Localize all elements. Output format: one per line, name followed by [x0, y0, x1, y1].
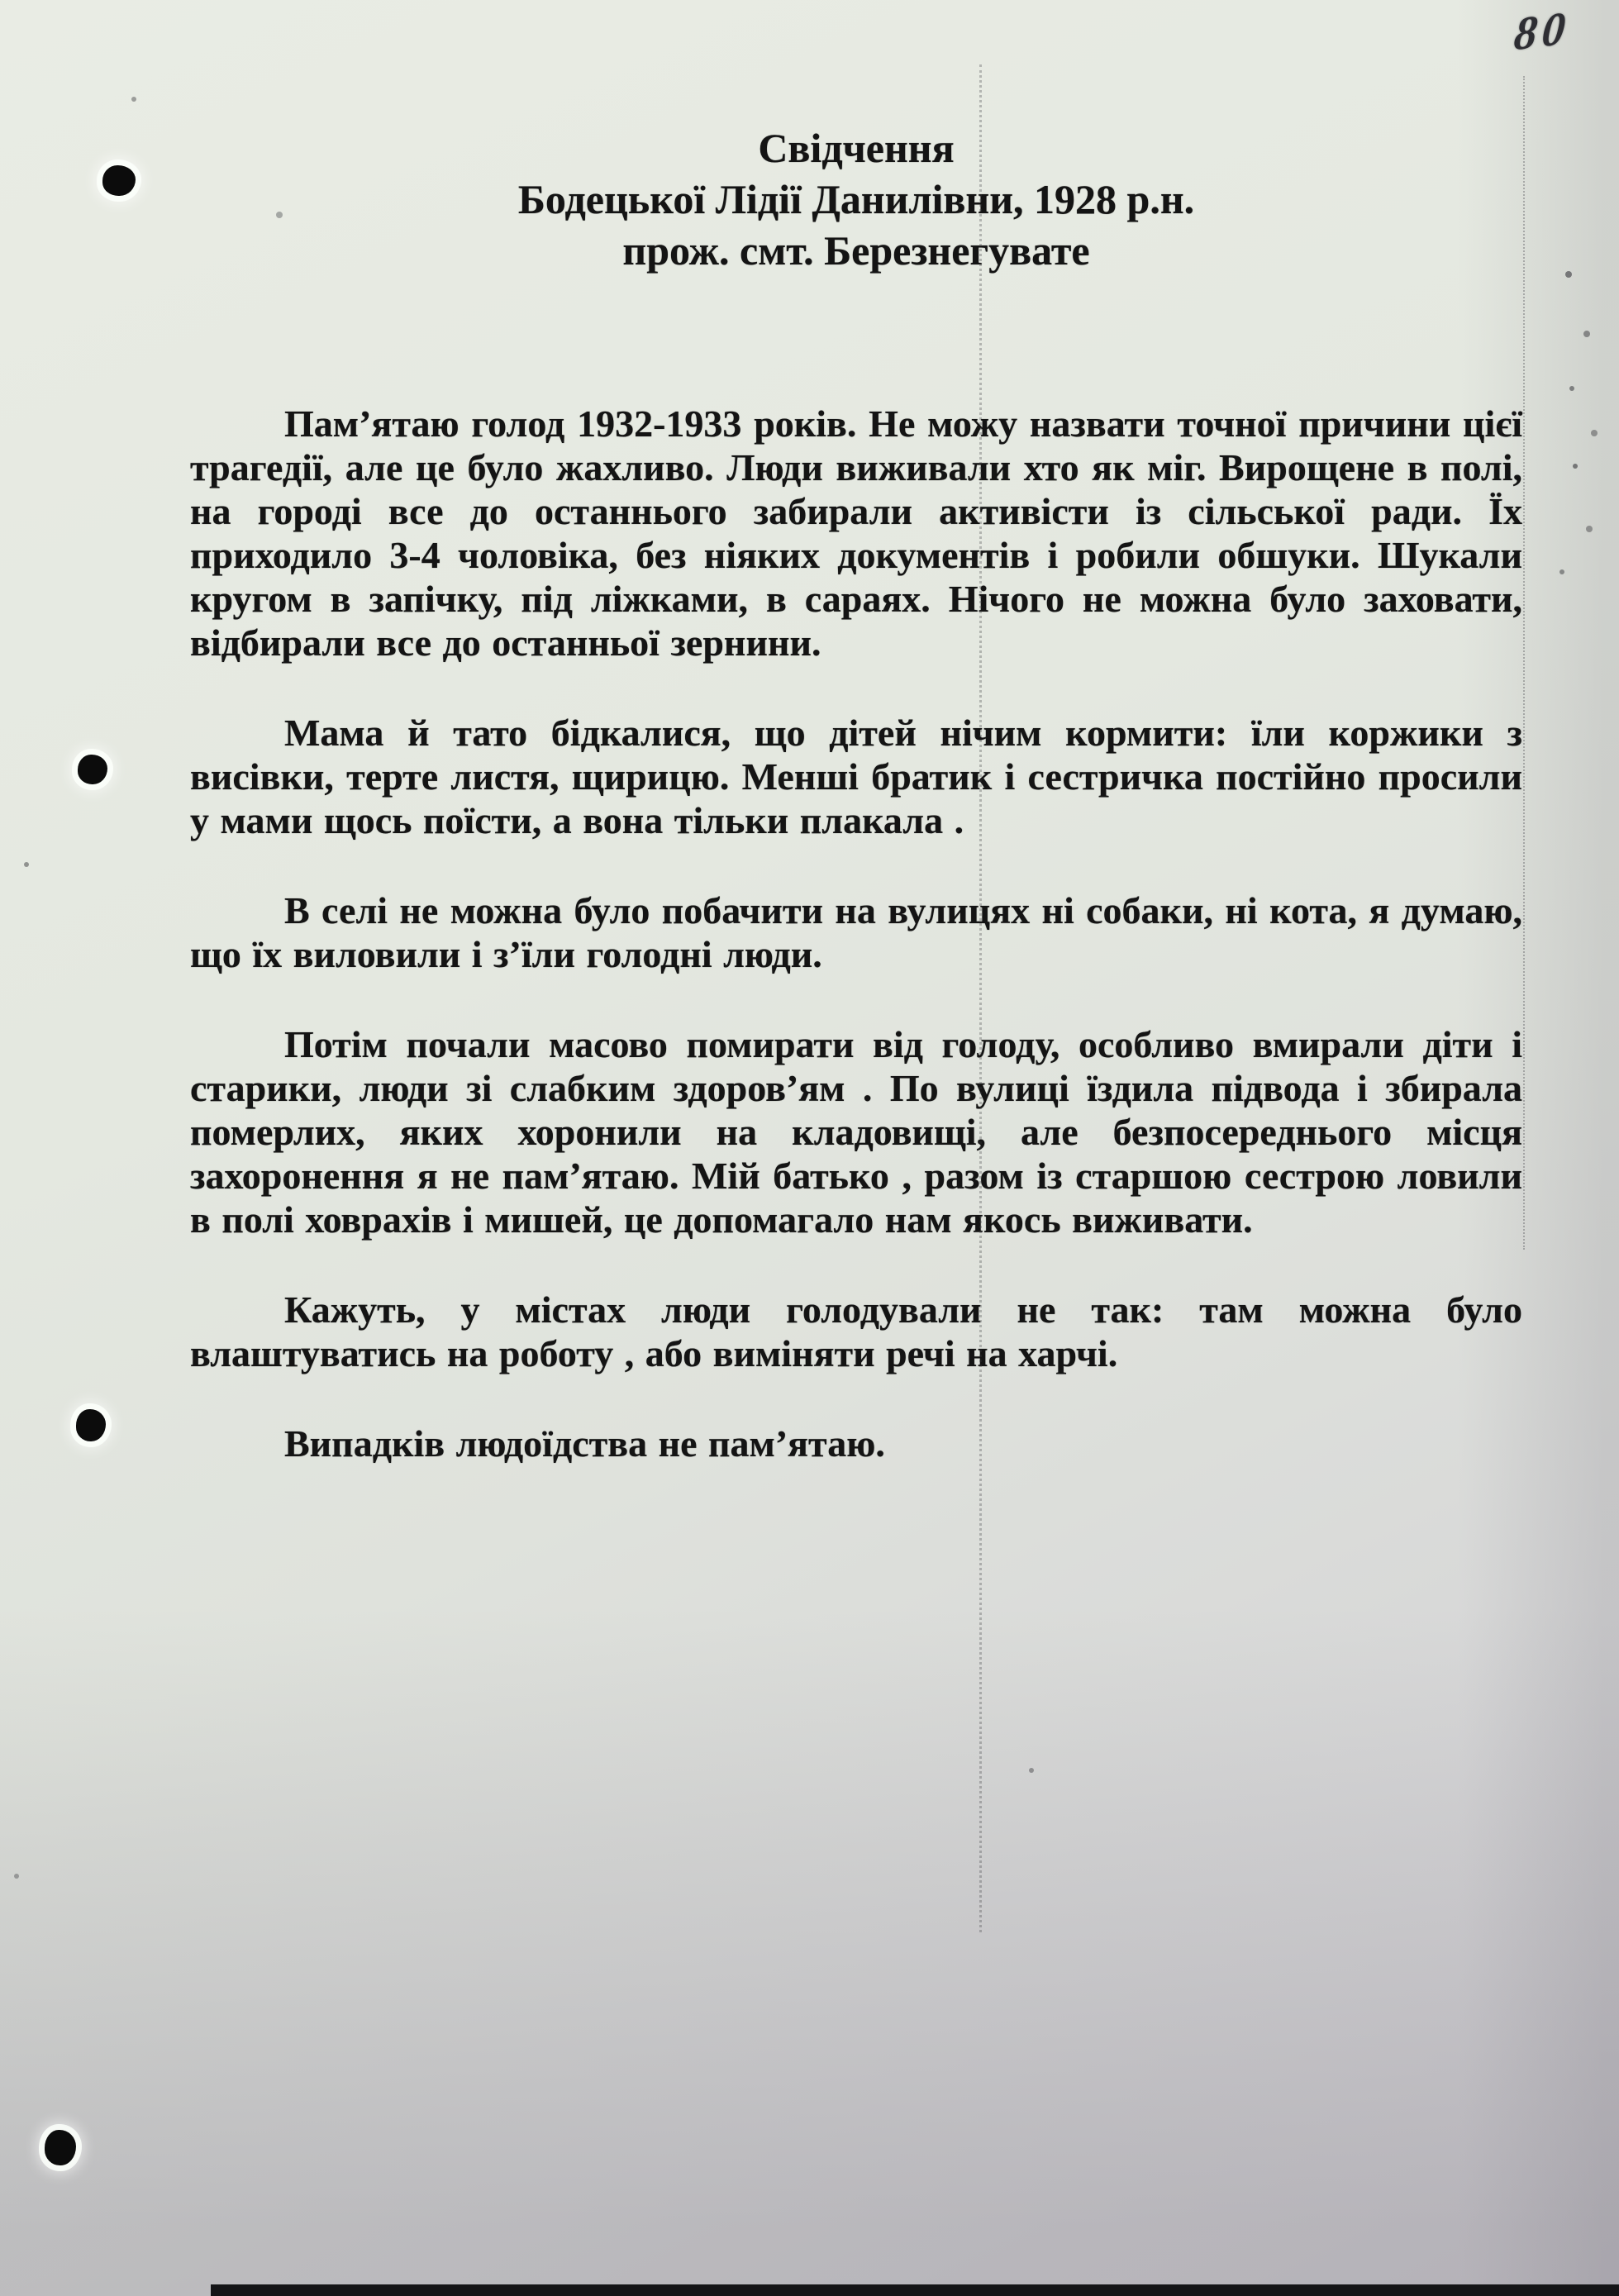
- document-title: [190, 122, 1522, 276]
- paper-crease-line: [1523, 76, 1525, 1250]
- testimony-paragraph: Потім почали масово помирати від голоду, особливо вмирали діти і старики, люди зі слабким здоров’ям . По вулиці їздила підвода і збирала померлих, яких хоронили на кладовищі, але безпосереднього місця захоронення я не пам’ятаю. Мій батько , разом із старшою сестрою ловили в полі ховрахів і мишей, це допомагало нам якось виживати.: [190, 1023, 1522, 1241]
- punch-hole: [76, 1409, 106, 1441]
- testimony-paragraph: Пам’ятаю голод 1932-1933 років. Не можу назвати точної причини цієї трагедії, але це було жахливо. Люди виживали хто як міг. Вирощене в полі, на городі все до останнього забирали активісти із сільської ради. Їх приходило 3-4 чоловіка, без ніяких документів і робили обшуки. Шукали кругом в запічку, під ліжками, в сараях. Нічого не можна було заховати, відбирали все до останньої зернини.: [190, 403, 1522, 664]
- testimony-paragraph: Кажуть, у містах люди голодували не так: там можна було влаштуватись на роботу , або виміняти речі на харчі.: [190, 1289, 1522, 1374]
- scanner-edge-band: [211, 2284, 1619, 2296]
- handwritten-page-number: 80: [1512, 2, 1573, 61]
- scan-speckles: [0, 0, 3, 3]
- title-line-residence: прож. смт. Березнегувате: [622, 227, 1090, 274]
- punch-hole: [102, 165, 136, 196]
- title-line-witness-name: Бодецької Лідії Данилівни, 1928 р.н.: [517, 176, 1195, 222]
- punch-hole: [78, 755, 107, 784]
- testimony-paragraph: Випадків людоїдства не пам’ятаю.: [284, 1422, 885, 1465]
- testimony-text: [190, 402, 1522, 1512]
- punch-hole: [45, 2130, 76, 2165]
- testimony-paragraph: Мама й тато бідкалися, що дітей нічим кормити: їли коржики з висівки, терте листя, щирицю. Менші братик і сестричка постійно просили у мами щось поїсти, а вона тільки плакала .: [190, 712, 1522, 841]
- title-line-heading: Свідчення: [758, 125, 955, 171]
- testimony-paragraph: В селі не можна було побачити на вулицях ні собаки, ні кота, я думаю, що їх виловили і з’їли голодні люди.: [190, 889, 1522, 975]
- paper-crease-line: [979, 64, 982, 1932]
